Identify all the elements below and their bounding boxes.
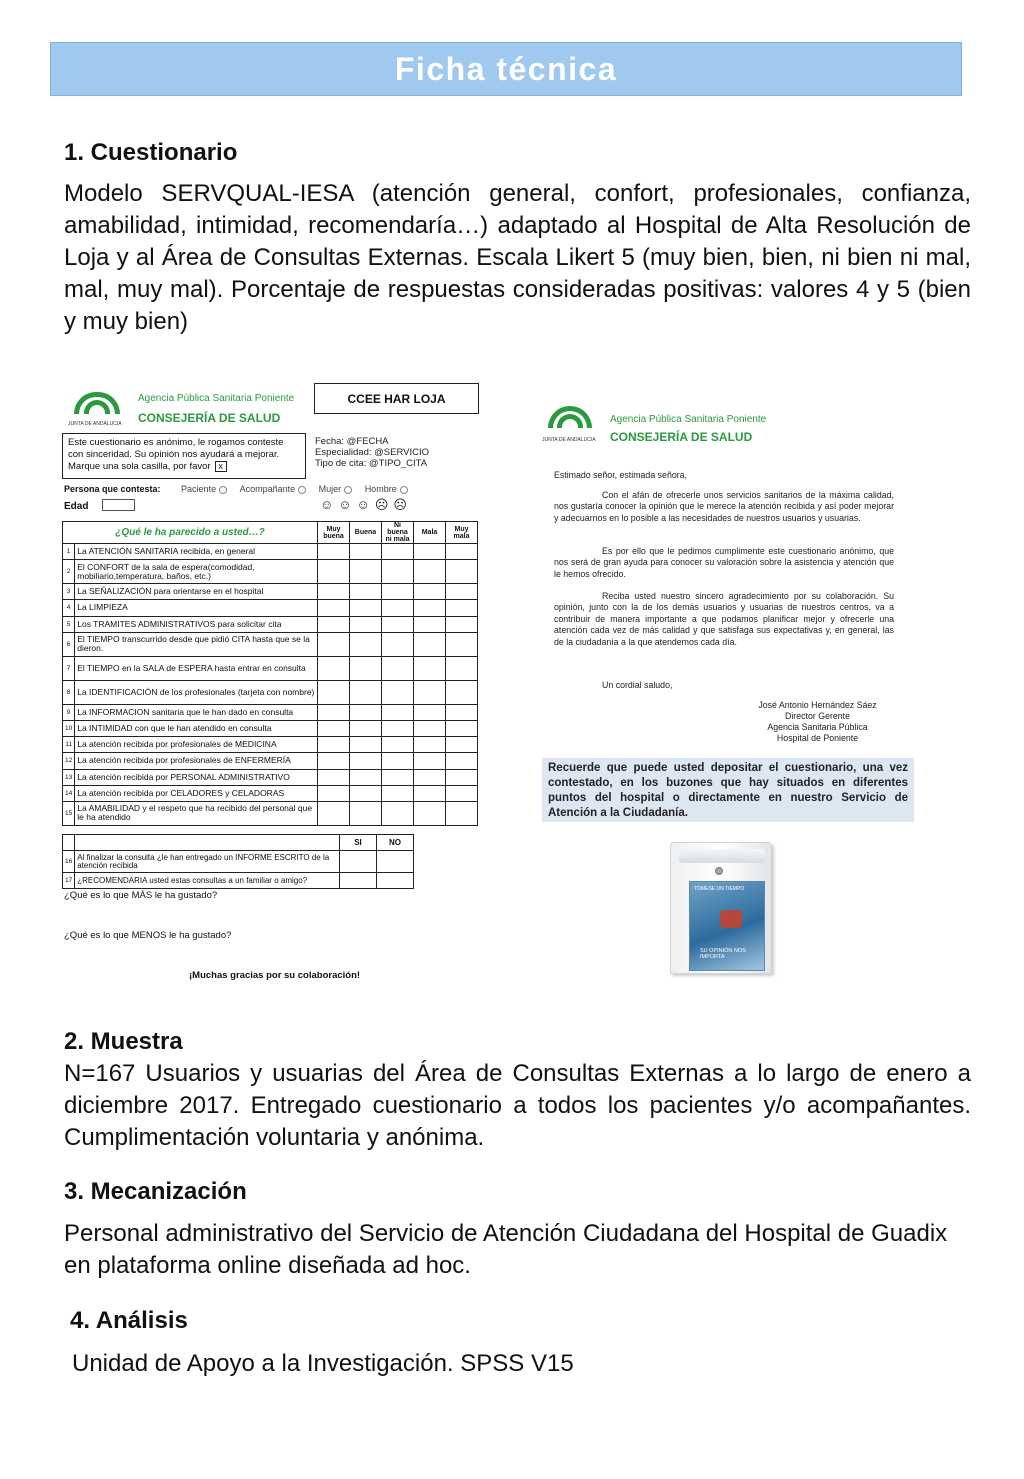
item-text: La SEÑALIZACIÓN para orientarse en el hospital bbox=[75, 584, 318, 600]
yesno-header-row bbox=[63, 835, 414, 851]
likert-header-row bbox=[63, 522, 478, 544]
questionnaire-image bbox=[58, 378, 482, 988]
item-text: La INTIMIDAD con que le han atendido en consulta bbox=[75, 720, 318, 736]
thanks-text: ¡Muchas gracias por su colaboración! bbox=[189, 970, 361, 981]
table-row: 8 La IDENTIFICACIÓN de los profesionales (tarjeta con nombre) bbox=[63, 680, 478, 704]
sample-checkbox: x bbox=[215, 461, 227, 472]
open-question-mas: ¿Qué es lo que MÁS le ha gustado? bbox=[64, 890, 218, 901]
item-text: Los TRAMITES ADMINISTRATIVOS para solicitar cita bbox=[75, 616, 318, 632]
signature-line: Agencia Sanitaria Pública bbox=[767, 722, 868, 732]
table-row: 11 La atención recibida por profesionales de MEDICINA bbox=[63, 737, 478, 753]
table-row: 1 La ATENCIÓN SANITARIA recibida, en general bbox=[63, 544, 478, 560]
question-header: ¿Qué le ha parecido a usted…? bbox=[63, 522, 318, 544]
reminder-box bbox=[542, 758, 914, 822]
section-body-muestra: N=167 Usuarios y usuarias del Área de Consultas Externas a lo largo de enero a diciembre 2017. Entregado cuestionario a todos los pacientes y/o acompañantes. Cumplimentación voluntaria y anónima. bbox=[64, 1060, 971, 1151]
scale-header: Ni buena ni mala bbox=[382, 522, 414, 544]
meta-tipo-cita: Tipo de cita: @TIPO_CITA bbox=[315, 458, 428, 469]
table-row: 6 El TIEMPO transcurrido desde que pidió CITA hasta que se la dieron. bbox=[63, 632, 478, 656]
table-row: 3 La SEÑALIZACIÓN para orientarse en el hospital bbox=[63, 584, 478, 600]
letter-greeting: Estimado señor, estimada señora, bbox=[554, 470, 688, 480]
table-row: 13 La atención recibida por PERSONAL ADMINISTRATIVO bbox=[63, 769, 478, 785]
scale-header: Mala bbox=[414, 522, 446, 544]
item-text: La atención recibida por profesionales de MEDICINA bbox=[75, 737, 318, 753]
item-text: El TIEMPO transcurrido desde que pidió CITA hasta que se la dieron. bbox=[75, 632, 318, 656]
meta-especialidad: Especialidad: @SERVICIO bbox=[315, 447, 430, 458]
section-body-mecanizacion: Personal administrativo del Servicio de Atención Ciudadana del Hospital de Guadix en plataforma online diseñada ad hoc. bbox=[64, 1220, 948, 1279]
table-row: 14 La atención recibida por CELADORES y CELADORAS bbox=[63, 785, 478, 801]
section-heading-analisis: 4. Análisis bbox=[70, 1307, 188, 1334]
page-title: Ficha técnica bbox=[394, 50, 618, 87]
junta-logo-text: JUNTA DE ANDALUCIA bbox=[68, 421, 122, 427]
item-text: El TIEMPO en la SALA de ESPERA hasta entrar en consulta bbox=[75, 656, 318, 680]
table-row: 9 La INFORMACION sanitaria que le han dado en consulta bbox=[63, 704, 478, 720]
item-text: La INFORMACION sanitaria que le han dado en consulta bbox=[75, 704, 318, 720]
ceee-har-loja-label: CCEE HAR LOJA bbox=[347, 391, 446, 406]
agency-name: Agencia Pública Sanitaria Poniente bbox=[138, 393, 295, 404]
anonymous-notice bbox=[62, 433, 306, 479]
table-row: 10 La INTIMIDAD con que le han atendido en consulta bbox=[63, 720, 478, 736]
mailbox-slot bbox=[679, 849, 765, 863]
signature-line: Hospital de Poniente bbox=[776, 733, 859, 743]
consejeria-name: CONSEJERÍA DE SALUD bbox=[610, 430, 753, 444]
table-row: 12 La atención recibida por profesionales de ENFERMERÍA bbox=[63, 753, 478, 769]
mailbox-icon bbox=[670, 842, 772, 974]
section-heading-cuestionario: 1. Cuestionario bbox=[64, 139, 238, 166]
table-row: 5 Los TRAMITES ADMINISTRATIVOS para solicitar cita bbox=[63, 616, 478, 632]
agency-name: Agencia Pública Sanitaria Poniente bbox=[610, 414, 767, 425]
signature-line: Director Gerente bbox=[784, 711, 851, 721]
table-row: 7 El TIEMPO en la SALA de ESPERA hasta entrar en consulta bbox=[63, 656, 478, 680]
table-row: 2 El CONFORT de la sala de espera(comodidad, mobiliario,temperatura, baños, etc.) bbox=[63, 560, 478, 584]
item-text: La atención recibida por PERSONAL ADMINISTRATIVO bbox=[75, 769, 318, 785]
signature-line: José Antonio Hernández Sáez bbox=[758, 700, 877, 710]
option-hombre: Hombre bbox=[365, 484, 408, 494]
likert-table bbox=[62, 521, 478, 826]
section-body-cuestionario: Modelo SERVQUAL-IESA (atención general, confort, profesionales, confianza, amabilidad, intimidad, recomendaría…) adaptado al Hospital de Alta Resolución de Loja y al Área de Consultas Externas. Escala Likert 5 (muy bien, bien, ni bien ni mal, mal, muy mal). Porcentaje de respuestas consideradas positivas: valores 4 y 5 (bien y muy bien) bbox=[64, 180, 971, 335]
mailbox-poster bbox=[689, 881, 765, 971]
ceee-har-loja-box bbox=[314, 383, 479, 414]
edad-field bbox=[102, 499, 135, 511]
junta-logo-icon bbox=[68, 388, 130, 428]
consejeria-name: CONSEJERÍA DE SALUD bbox=[138, 411, 281, 425]
meta-fecha: Fecha: @FECHA bbox=[315, 436, 389, 447]
junta-logo-icon bbox=[542, 404, 604, 444]
reminder-text: Recuerde que puede usted depositar el cuestionario, una vez contestado, en los buzones que hay situados en diferentes puntos del hospital o directamente en nuestro Servicio de Atención a la Ciudadanía. bbox=[548, 762, 908, 819]
option-acompanante: Acompañante bbox=[240, 484, 307, 494]
letter-image bbox=[540, 390, 920, 980]
radio-icon bbox=[298, 486, 306, 494]
letter-paragraph: Es por ello que le pedimos cumplimente este cuestionario anónimo, que nos será de gran ayuda para conocer su valoración sobre la asistencia y atención que le hemos ofrecido. bbox=[554, 546, 894, 579]
yesno-table bbox=[62, 834, 414, 889]
letter-closing: Un cordial saludo, bbox=[602, 680, 673, 690]
persona-label: Persona que contesta: bbox=[64, 484, 161, 494]
persona-row bbox=[64, 484, 408, 494]
option-paciente: Paciente bbox=[181, 484, 227, 494]
lock-icon bbox=[715, 867, 723, 875]
junta-logo-text: JUNTA DE ANDALUCIA bbox=[542, 437, 596, 443]
letter-paragraph: Reciba usted nuestro sincero agradecimiento por su colaboración. Su opinión, junto con la de los demás usuarios y usuarias de nuestros centros, va a contribuir de manera importante a que podamos planificar mejor y ofrecerle una atención cada vez de más calidad y que satisfaga sus expectativas y, en general, las de la ciudadanía a la que atendemos cada día. bbox=[554, 591, 894, 647]
letter-signature bbox=[735, 700, 900, 744]
scale-header: Muy buena bbox=[318, 522, 350, 544]
item-text: La LIMPIEZA bbox=[75, 600, 318, 616]
item-text: La atención recibida por CELADORES y CELADORAS bbox=[75, 785, 318, 801]
anonymous-notice-text: Este cuestionario es anónimo, le rogamos conteste con sinceridad. Su opinión nos ayudará a mejorar. Marque una sola casilla, por favor bbox=[68, 437, 284, 472]
item-text: El CONFORT de la sala de espera(comodidad, mobiliario,temperatura, baños, etc.) bbox=[75, 560, 318, 584]
table-row: 17 ¿RECOMENDARIA usted estas consultas a un familiar o amigo? bbox=[63, 873, 414, 889]
item-text: La ATENCIÓN SANITARIA recibida, en general bbox=[75, 544, 318, 560]
form-meta bbox=[315, 436, 429, 469]
table-row: 15 La AMABILIDAD y el respeto que ha recibido del personal que le ha atendido bbox=[63, 801, 478, 825]
hand-icon bbox=[720, 910, 742, 928]
item-text: Al finalizar la consulta ¿le han entregado un INFORME ESCRITO de la atención recibida bbox=[75, 851, 340, 873]
item-text: La IDENTIFICACIÓN de los profesionales (tarjeta con nombre) bbox=[75, 680, 318, 704]
yes-header: SI bbox=[340, 835, 377, 851]
radio-icon bbox=[219, 486, 227, 494]
no-header: NO bbox=[377, 835, 414, 851]
faces-icon: ☺☺☺☹☹ bbox=[320, 497, 412, 512]
section-heading-mecanizacion: 3. Mecanización bbox=[64, 1178, 247, 1205]
poster-text-top: TÓMESE UN TIEMPO bbox=[694, 886, 745, 892]
item-text: ¿RECOMENDARIA usted estas consultas a un familiar o amigo? bbox=[75, 873, 340, 889]
poster-text-bottom: SU OPINIÓN NOS IMPORTA bbox=[700, 948, 746, 960]
section-body-analisis: Unidad de Apoyo a la Investigación. SPSS V15 bbox=[72, 1350, 574, 1377]
letter-paragraph: Con el afán de ofrecerle unos servicios sanitarios de la máxima calidad, nos gustaría conocer la opinión que le merece la atención recibida y así poder mejorar y adecuarnos en lo posible a las necesidades de nuestros usuarios y usuarias. bbox=[554, 490, 894, 523]
option-mujer: Mujer bbox=[319, 484, 353, 494]
section-heading-muestra: 2. Muestra bbox=[64, 1028, 183, 1055]
radio-icon bbox=[344, 486, 352, 494]
radio-icon bbox=[400, 486, 408, 494]
open-question-menos: ¿Qué es lo que MENOS le ha gustado? bbox=[64, 930, 232, 941]
scale-header: Buena bbox=[350, 522, 382, 544]
scale-header: Muy mala bbox=[446, 522, 478, 544]
table-row: 16 Al finalizar la consulta ¿le han entregado un INFORME ESCRITO de la atención recibida bbox=[63, 851, 414, 873]
edad-label: Edad bbox=[64, 501, 89, 512]
title-banner bbox=[50, 42, 962, 96]
table-row: 4 La LIMPIEZA bbox=[63, 600, 478, 616]
item-text: La atención recibida por profesionales de ENFERMERÍA bbox=[75, 753, 318, 769]
item-text: La AMABILIDAD y el respeto que ha recibido del personal que le ha atendido bbox=[75, 801, 318, 825]
